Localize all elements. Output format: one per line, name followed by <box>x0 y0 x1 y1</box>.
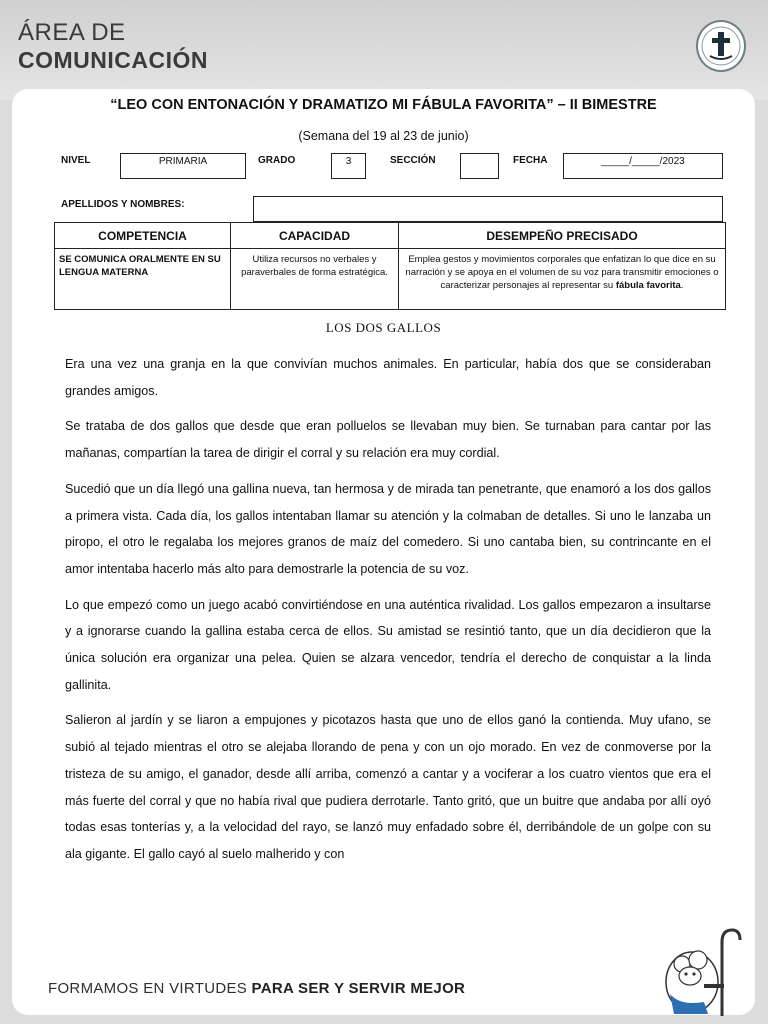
document-title: “LEO CON ENTONACIÓN Y DRAMATIZO MI FÁBULA FAVORITA” – II BIMESTRE <box>110 97 657 113</box>
table-header-desempeno: DESEMPEÑO PRECISADO <box>399 223 726 249</box>
desempeno-text: Emplea gestos y movimientos corporales que enfatizan lo que dice en su narración y se apoya en el volumen de su voz para transmitir emociones o caracterizar personajes al representar su <box>405 254 719 291</box>
story-paragraph: Sucedió que un día llegó una gallina nueva, tan hermosa y de mirada tan penetrante, que enamoró a los dos gallos a primera vista. Cada día, los gallos intentaban llamar su atención y la colmaban de detalles. Si uno le lanzaba un piropo, el otro le regalaba los mejores granos de maíz del comedero. Si uno cantaba bien, su contrincante en el amor intentaba hacerlo más alto para demostrarle la potencia de su voz. <box>65 481 711 576</box>
lamb-mascot-icon <box>660 924 750 1019</box>
table-header-capacidad: CAPACIDAD <box>231 223 399 249</box>
area-header-line2: COMUNICACIÓN <box>18 47 208 73</box>
school-seal-icon <box>696 20 746 72</box>
story-paragraph: Era una vez una granja en la que convivían muchos animales. En particular, había dos que se consideraban grandes amigos. <box>65 357 711 398</box>
nivel-label: NIVEL <box>61 155 91 166</box>
area-header-line1: ÁREA DE <box>18 19 126 46</box>
seccion-label: SECCIÓN <box>390 155 436 166</box>
story-paragraph: Se trataba de dos gallos que desde que eran polluelos se llevaban muy bien. Se turnaban para cantar por las mañanas, compartían la tarea de dirigir el corral y su relación era muy cordial. <box>65 419 711 461</box>
fecha-field[interactable]: _____/_____/2023 <box>563 153 723 179</box>
desempeno-bold: fábula favorita <box>615 280 681 291</box>
story-paragraph: Salieron al jardín y se liaron a empujones y picotazos hasta que uno de ellos ganó la contienda. Muy ufano, se subió al tejado mientras el otro se alejaba llorando de pena y con un ojo morado. En vez de conmoverse por la tristeza de su amigo, el ganador, desde allí arriba, comenzó a cantar y a vociferar a los cuatro vientos que era el más fuerte del corral y que no había rival que pudiera derrotarle. Tanto gritó, que un buitre que andaba por allí oyó todas esas tonterías y, a la velocidad del rayo, se lanzó muy enfadado sobre él, derribándole de un golpe con su ala gigante. El gallo cayó al suelo malherido y con <box>65 713 711 861</box>
fecha-label: FECHA <box>513 155 548 166</box>
footer-motto <box>48 980 465 997</box>
nombres-label: APELLIDOS Y NOMBRES: <box>61 199 185 210</box>
competency-table <box>54 222 726 310</box>
nombres-field[interactable] <box>253 196 723 222</box>
footer-motto-normal: FORMAMOS EN VIRTUDES <box>48 980 252 997</box>
nivel-field[interactable]: PRIMARIA <box>120 153 246 179</box>
grado-field[interactable]: 3 <box>331 153 366 179</box>
table-header-competencia: COMPETENCIA <box>55 223 231 249</box>
worksheet-page <box>12 89 755 1015</box>
document-subtitle: (Semana del 19 al 23 de junio) <box>298 129 469 143</box>
desempeno-end: . <box>680 280 684 291</box>
story-paragraph: Lo que empezó como un juego acabó convirtiéndose en una auténtica rivalidad. Los gallos empezaron a insultarse y a ignorarse cuando la gallina estaba cerca de ellos. Su amistad se resintió tanto, que un día decidieron que la única solución era organizar una pelea. Quien se alzara vencedor, tendría el derecho de conquistar a la linda gallinita. <box>65 597 711 692</box>
area-header <box>18 20 208 74</box>
table-cell-capacidad: Utiliza recursos no verbales y paraverbales de forma estratégica. <box>231 249 399 310</box>
seccion-field[interactable] <box>460 153 499 179</box>
grado-label: GRADO <box>258 155 296 166</box>
footer-motto-bold: PARA SER Y SERVIR MEJOR <box>251 980 466 997</box>
table-cell-competencia: SE COMUNICA ORALMENTE EN SU LENGUA MATERNA <box>55 249 231 310</box>
story-body <box>65 351 711 877</box>
table-cell-desempeno <box>399 249 726 310</box>
story-title: LOS DOS GALLOS <box>325 320 442 335</box>
